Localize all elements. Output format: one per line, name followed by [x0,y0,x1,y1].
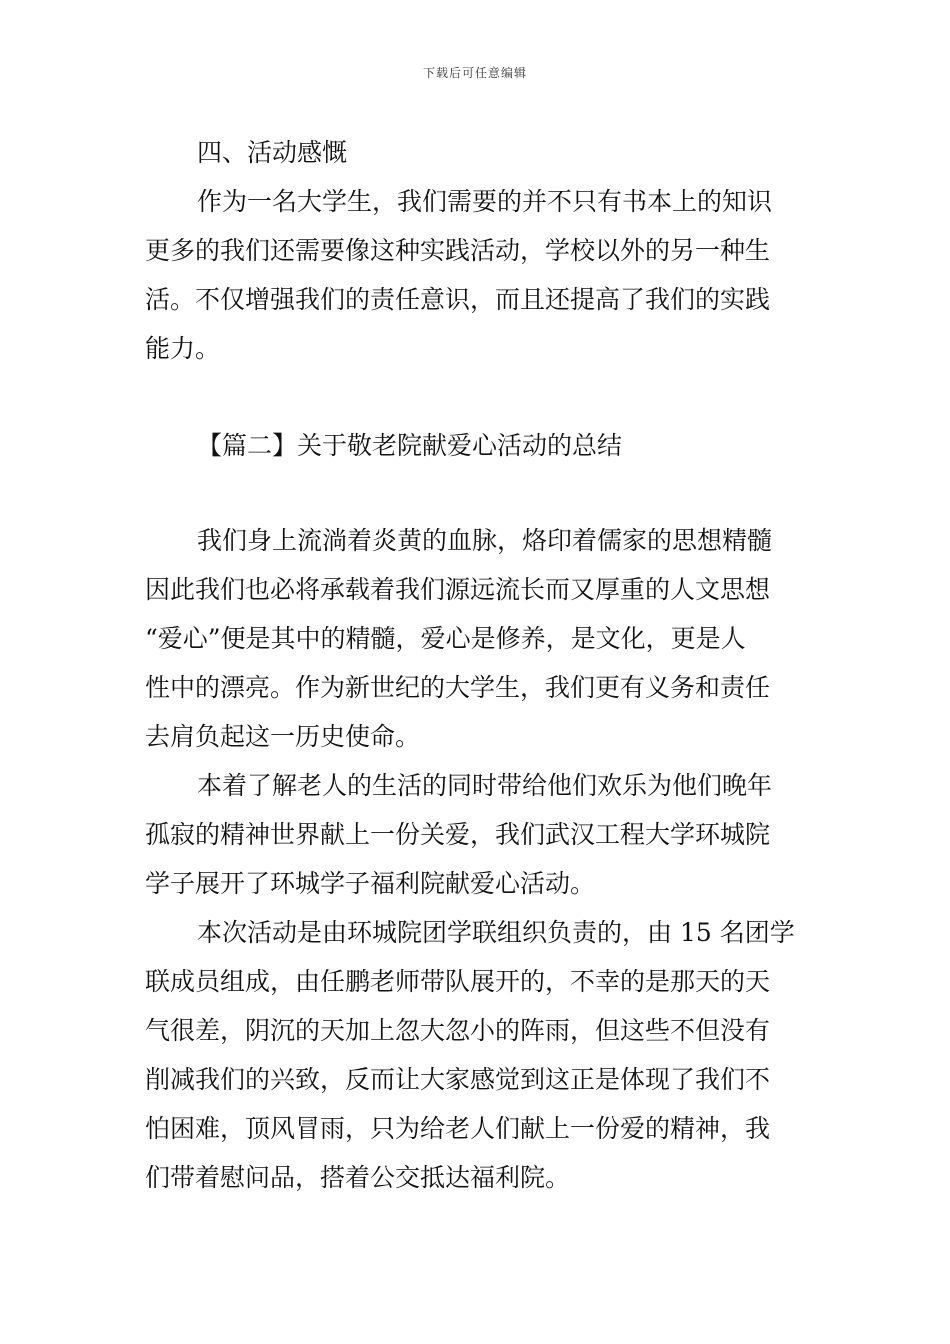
section-heading: 四、活动感慨 [197,138,348,167]
paragraph-line: 气很差，阴沉的天加上忽大忽小的阵雨，但这些不但没有 [145,1016,771,1045]
paragraph-line: 本次活动是由环城院团学联组织负责的，由 15 名团学 [197,918,795,947]
article-paragraph-2 [145,761,815,908]
paragraph-line: 孤寂的精神世界献上一份关爱，我们武汉工程大学环城院 [145,820,771,849]
paragraph-line: 更多的我们还需要像这种实践活动，学校以外的另一种生 [145,236,771,265]
paragraph-line: 我们身上流淌着炎黄的血脉，烙印着儒家的思想精髓 [197,526,773,555]
paragraph-line: 削减我们的兴致，反而让大家感觉到这正是体现了我们不 [145,1065,771,1094]
paragraph-line: 因此我们也必将承载着我们源远流长而又厚重的人文思想 [145,575,771,604]
paragraph-line: 本着了解老人的生活的同时带给他们欢乐为他们晚年 [197,771,773,800]
paragraph-line: 活。不仅增强我们的责任意识，而且还提高了我们的实践 [145,285,771,314]
section-paragraph [145,177,815,373]
article-paragraph-1 [145,516,815,761]
paragraph-line: 联成员组成，由任鹏老师带队展开的，不幸的是那天的天 [145,967,771,996]
document-body [145,128,815,1202]
paragraph-line: 学子展开了环城学子福利院献爱心活动。 [145,869,596,898]
article-title: 【篇二】关于敬老院献爱心活动的总结 [197,431,623,460]
paragraph-line: 们带着慰问品，搭着公交抵达福利院。 [145,1163,571,1192]
paragraph-line: 去肩负起这一历史使命。 [145,722,421,751]
paragraph-line: 作为一名大学生，我们需要的并不只有书本上的知识 [197,187,773,216]
paragraph-line: 性中的漂亮。作为新世纪的大学生，我们更有义务和责任 [145,673,771,702]
page-header-note: 下载后可任意编辑 [422,66,527,80]
paragraph-line: “爱心”便是其中的精髓，爱心是修养，是文化，更是人 [145,624,746,653]
paragraph-line: 怕困难，顶风冒雨，只为给老人们献上一份爱的精神，我 [145,1114,771,1143]
paragraph-line: 能力。 [145,334,221,363]
article-paragraph-3 [145,908,815,1202]
